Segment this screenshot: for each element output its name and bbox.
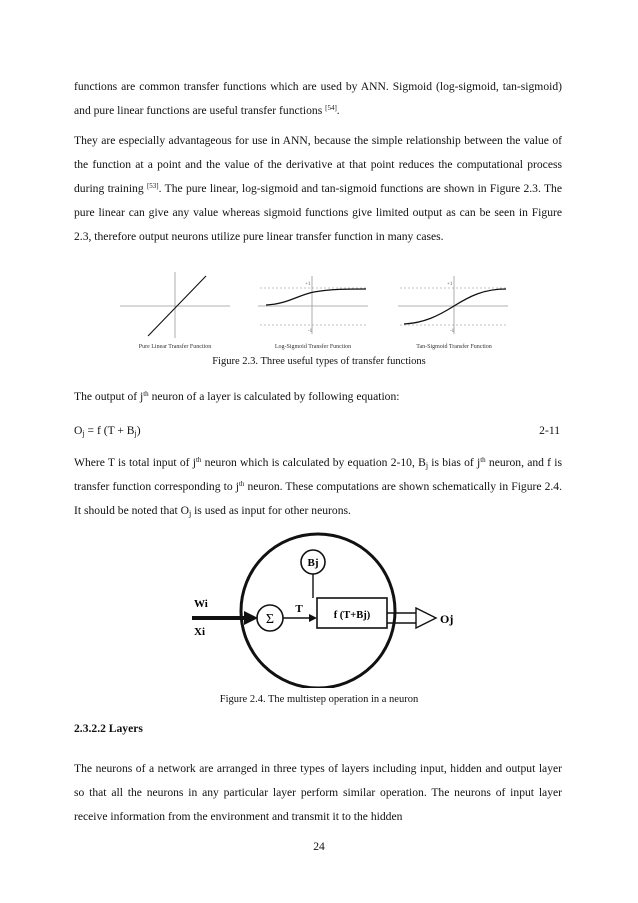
paragraph-transfer-functions (74, 75, 562, 123)
paragraph-text: . The pure linear, log-sigmoid and tan-sigmoid functions are shown in Figure 2.3. The pure linear can give any value whereas sigmoid functions give limited output as can be seen in Figure 2.3, therefore output neurons utilize pure linear transfer function in many cases. (74, 182, 562, 243)
summation-symbol: Σ (265, 612, 275, 627)
superscript: th (238, 480, 245, 488)
tan-sigmoid-plot (398, 276, 508, 350)
output-label: Oj (440, 612, 454, 626)
figure-2-3-caption: Figure 2.3. Three useful types of transfer functions (212, 356, 426, 367)
page-number: 24 (313, 840, 325, 853)
subscript: j (188, 509, 192, 518)
subscript: j (425, 461, 429, 470)
input-arrowhead (244, 611, 258, 625)
paragraph-output-intro (74, 385, 562, 409)
section-heading-layers: 2.3.2.2 Layers (74, 722, 143, 735)
minus-one-label: -1 (450, 329, 455, 334)
paragraph-text: neuron of a layer is calculated by following equation: (148, 390, 400, 403)
paragraph-text: is bias of j (428, 456, 481, 469)
tan-sigmoid-label: Tan-Sigmoid Transfer Function (416, 344, 492, 350)
paragraph-text: The output of j (74, 390, 144, 403)
paragraph-text: They are especially advantageous for use in ANN, because the simple relationship between the value of the function at a point and the value of the derivative at that point reduces the computational process during training (74, 134, 562, 195)
subscript: j (134, 429, 137, 438)
paragraph-text: . (336, 104, 340, 117)
superscript: th (195, 456, 202, 464)
tan-sigmoid-curve (404, 289, 506, 324)
plus-one-label: +1 (305, 282, 311, 287)
x-input-label: Xi (194, 626, 205, 638)
paragraph-advantages (74, 129, 562, 249)
weight-input-label: Wi (194, 598, 208, 610)
paragraph-text: neuron which is calculated by equation 2-10, B (201, 456, 426, 469)
transfer-function-label: f (T+Bj) (333, 610, 371, 621)
equation-text: O (74, 424, 83, 437)
t-label: T (295, 603, 303, 615)
log-sigmoid-label: Log-Sigmoid Transfer Function (274, 344, 352, 350)
bias-label: Bj (307, 557, 319, 569)
equation-text: ) (136, 424, 141, 437)
pure-linear-label: Pure Linear Transfer Function (138, 344, 212, 350)
paragraph-layers: The neurons of a network are arranged in three types of layers including input, hidden and output layer so that all the neurons in any particular layer perform similar operation. The neurons of input layer receive information from the environment and transmit it to the hidden (74, 762, 562, 823)
equation-text: = f (T + B (84, 424, 135, 437)
figure-transfer-functions (118, 270, 510, 352)
figure-2-4-caption: Figure 2.4. The multistep operation in a neuron (219, 694, 419, 705)
plus-one-label: +1 (447, 282, 453, 287)
output-arrowhead (416, 608, 436, 628)
paragraph-text: Where T is total input of j (74, 456, 196, 469)
superscript: th (143, 390, 149, 398)
equation-number: 2-11 (539, 424, 560, 437)
paragraph-text: neuron, and f is transfer function corresponding to j (74, 456, 562, 493)
paragraph-text: is used as input for other neurons. (191, 504, 351, 517)
paragraph-text: functions are common transfer functions which are used by ANN. Sigmoid (log-sigmoid, tan-sigmoid) and pure linear functions are useful transfer functions (74, 80, 562, 117)
pure-linear-plot (120, 272, 230, 350)
log-sigmoid-curve (266, 289, 366, 305)
t-arrowhead (309, 614, 317, 622)
figure-neuron-operation (180, 528, 480, 688)
citation-53: [53] (146, 182, 159, 190)
paragraph-text: neuron. These computations are shown schematically in Figure 2.4. It should be noted that O (74, 480, 562, 517)
equation-2-11 (74, 419, 562, 443)
subscript: j (82, 429, 85, 438)
paragraph-equation-explanation (74, 451, 562, 523)
minus-one-label: -1 (308, 329, 313, 334)
log-sigmoid-plot (258, 276, 368, 350)
superscript: th (480, 456, 486, 464)
citation-54: [54] (325, 104, 337, 112)
